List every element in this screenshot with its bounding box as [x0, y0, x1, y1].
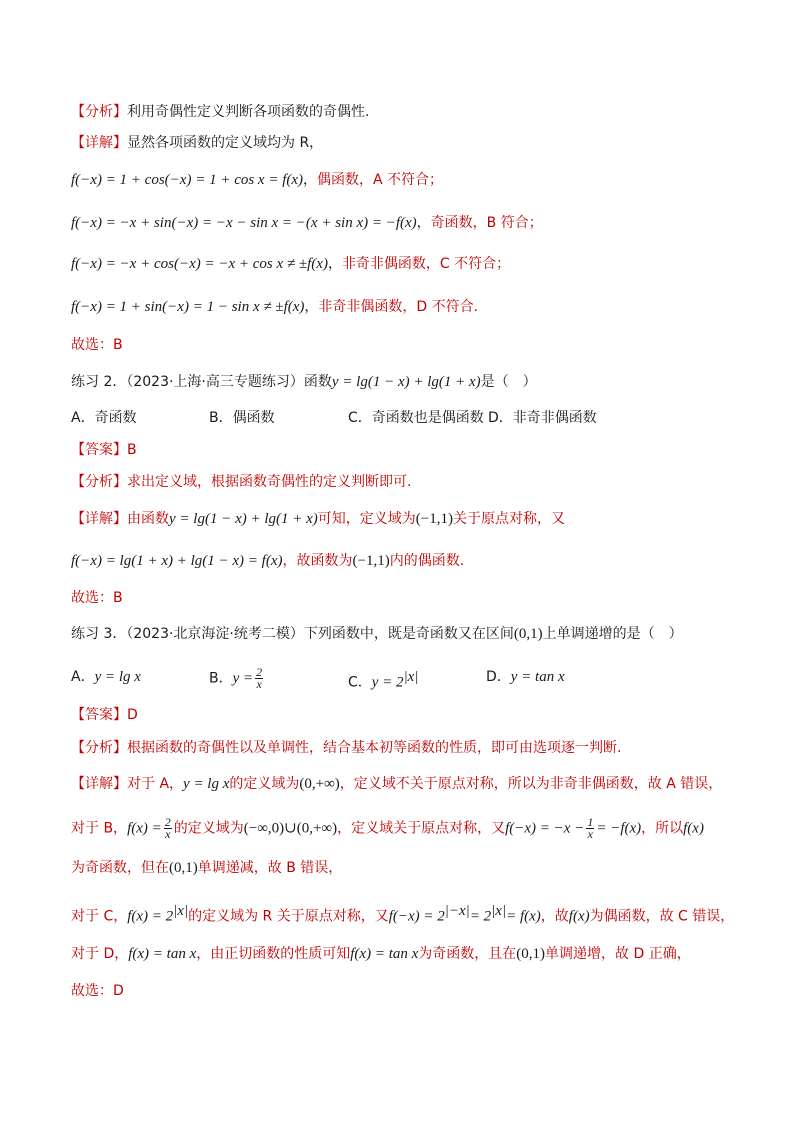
- detail-tag: 【详解】: [71, 776, 127, 792]
- verdict: 非奇非偶函数，C 不符合；: [341, 256, 511, 272]
- detail-text: 的定义域为: [173, 820, 244, 837]
- formula: f(−x) = 1 + cos(−x) = 1 + cos x = f(x): [71, 172, 304, 188]
- detail-text: 对于 A，: [127, 776, 184, 792]
- detail-interval: (−1,1): [415, 511, 453, 527]
- option-label: D．: [486, 669, 511, 685]
- option-label: B．: [209, 670, 233, 687]
- fraction-numerator: 2: [164, 815, 171, 829]
- exponent: |x|: [491, 903, 507, 919]
- separator: ，: [327, 256, 342, 272]
- option-fraction: [255, 667, 263, 690]
- question-formula: y = lg(1 − x) + lg(1 + x): [331, 374, 481, 390]
- ex3-analysis: [71, 738, 621, 758]
- detail-text: 显然各项函数的定义域均为 R，: [127, 135, 324, 151]
- detail-interval: (0,1): [516, 946, 546, 962]
- separator: ，: [416, 215, 431, 231]
- detail-text: 关于原点对称，又: [452, 511, 565, 527]
- ex2-analysis: [71, 472, 411, 492]
- analysis-tag: 【分析】: [71, 740, 127, 756]
- fraction-denominator: x: [256, 677, 262, 691]
- fraction: [164, 817, 172, 840]
- fraction-denominator: x: [587, 827, 593, 841]
- detail-domain: (0,+∞): [299, 776, 340, 792]
- detail-formula: = 2: [469, 908, 492, 925]
- ex2-detail: [71, 509, 565, 529]
- exponent: |x|: [173, 903, 189, 919]
- question-interval: (0,1): [513, 626, 543, 642]
- detail-text: 为偶函数，故 C 错误，: [589, 908, 735, 925]
- ex2-option-d: D．非奇非偶函数: [488, 410, 597, 426]
- detail-text: ，故: [540, 908, 569, 925]
- verdict: 偶函数，A 不符合；: [317, 172, 444, 188]
- detail-text: ，定义域关于原点对称，又: [337, 820, 506, 837]
- ex2-answer: [71, 440, 137, 460]
- analysis-text: 根据函数的奇偶性以及单调性，结合基本初等函数的性质，即可由选项逐一判断.: [127, 740, 622, 756]
- ex2-option-b: B．偶函数: [209, 410, 275, 426]
- ex1-analysis: [71, 102, 369, 122]
- question-prefix: 练习 2．（2023·上海·高三专题练习）函数: [71, 374, 332, 390]
- ex3-question: [71, 624, 683, 644]
- option-formula: y = lg x: [94, 669, 141, 685]
- detail-text: 单调递增，故 D 正确，: [545, 946, 691, 962]
- detail-text: 为奇函数，且在: [418, 946, 517, 962]
- detail-formula: f(x) =: [127, 820, 162, 837]
- detail-text: ，由正切函数的性质可知: [196, 946, 351, 962]
- detail-text: 对于 C，: [71, 908, 128, 925]
- detail-text: 可知，定义域为: [317, 511, 416, 527]
- answer-value: B: [127, 442, 137, 458]
- formula: f(−x) = −x + cos(−x) = −x + cos x ≠ ±f(x): [71, 256, 328, 272]
- detail-formula: = f(x): [506, 908, 541, 925]
- detail-interval: (0,1): [169, 860, 198, 876]
- ex2-choice: 故选：B: [71, 590, 123, 606]
- question-prefix: 练习 3．（2023·北京海淀·统考二模）下列函数中，既是奇函数又在区间: [71, 626, 514, 642]
- ex2-option-c: C．奇函数也是偶函数: [348, 410, 484, 426]
- option-formula-lhs: y =: [232, 670, 254, 687]
- analysis-text: 求出定义域，根据函数奇偶性的定义判断即可.: [127, 474, 412, 490]
- detail-formula: f(x) = 2: [127, 908, 174, 925]
- answer-tag: 【答案】: [71, 707, 127, 723]
- fraction-denominator: x: [165, 827, 171, 841]
- question-suffix: 是（ ）: [480, 374, 537, 390]
- option-label: A．: [71, 669, 95, 685]
- question-suffix: 上单调递增的是（ ）: [542, 626, 683, 642]
- analysis-tag: 【分析】: [71, 474, 127, 490]
- analysis-text: 利用奇偶性定义判断各项函数的奇偶性.: [127, 104, 370, 120]
- detail-text: 内的偶函数.: [389, 553, 465, 569]
- ex1-item-a: [71, 170, 443, 190]
- detail-text: ，故函数为: [282, 553, 353, 569]
- fraction-numerator: 2: [256, 665, 263, 679]
- ex3-option-a: [71, 667, 141, 687]
- detail-formula: y = lg x: [183, 776, 230, 792]
- detail-text: 单调递减，故 B 错误，: [197, 860, 343, 876]
- detail-tag: 【详解】: [71, 511, 127, 527]
- ex3-detail-c: [71, 901, 734, 927]
- detail-tag: 【详解】: [71, 135, 127, 151]
- ex3-option-d: [486, 667, 565, 687]
- detail-text: 的定义域为: [229, 776, 300, 792]
- detail-interval: (−1,1): [352, 553, 390, 569]
- detail-text: 由函数: [127, 511, 169, 527]
- detail-text: 为奇函数，但在: [71, 860, 169, 876]
- ex3-detail-b: [71, 817, 704, 840]
- ex2-option-a: A．奇函数: [71, 410, 137, 426]
- detail-text: ，所以: [641, 820, 684, 837]
- verdict: 非奇非偶函数，D 不符合.: [318, 299, 479, 315]
- option-formula: y = tan x: [510, 669, 565, 685]
- ex3-detail-d: [71, 944, 691, 964]
- analysis-tag: 【分析】: [71, 104, 127, 120]
- ex3-detail-b2: [71, 858, 342, 878]
- ex3-option-b: [209, 667, 265, 690]
- detail-text: 对于 D，: [71, 946, 129, 962]
- answer-value: D: [127, 707, 138, 723]
- ex1-item-c: [71, 254, 510, 274]
- ex1-item-b: [71, 213, 543, 233]
- detail-domain: (−∞,0)∪(0,+∞): [243, 820, 338, 837]
- ex3-choice: 故选：D: [71, 983, 124, 999]
- detail-formula: f(x) = tan x: [350, 946, 419, 962]
- detail-formula: f(−x) = 2: [388, 908, 445, 925]
- detail-formula: f(x) = tan x: [128, 946, 197, 962]
- option-exponent: |x|: [403, 669, 419, 685]
- formula: f(−x) = −x + sin(−x) = −x − sin x = −(x + sin x) = −f(x): [71, 215, 417, 231]
- formula: f(−x) = 1 + sin(−x) = 1 − sin x ≠ ±f(x): [71, 299, 305, 315]
- exponent: |−x|: [444, 903, 470, 919]
- detail-formula: f(x): [683, 820, 704, 837]
- fraction-numerator: 1: [587, 815, 594, 829]
- separator: ，: [303, 172, 318, 188]
- detail-formula: = −f(x): [596, 820, 642, 837]
- fraction: [586, 817, 594, 840]
- detail-formula: f(x): [568, 908, 590, 925]
- option-formula: y = 2: [371, 674, 404, 691]
- ex1-item-d: [71, 297, 478, 317]
- detail-formula: f(−x) = lg(1 + x) + lg(1 − x) = f(x): [71, 553, 283, 569]
- ex3-detail-a: [71, 774, 722, 794]
- ex3-answer: [71, 705, 138, 725]
- ex2-question: [71, 372, 537, 392]
- detail-text: 的定义域为 R 关于原点对称，又: [188, 908, 389, 925]
- ex2-detail-line2: [71, 551, 464, 571]
- separator: ，: [304, 299, 319, 315]
- detail-formula: y = lg(1 − x) + lg(1 + x): [169, 511, 318, 527]
- ex1-detail: [71, 133, 323, 153]
- detail-text: 对于 B，: [71, 820, 128, 837]
- option-label: C．: [348, 674, 372, 691]
- detail-text: ，定义域不关于原点对称，所以为非奇非偶函数，故 A 错误，: [339, 776, 723, 792]
- verdict: 奇函数，B 符合；: [430, 215, 543, 231]
- ex1-choice: 故选：B: [71, 337, 123, 353]
- ex3-option-c: [348, 667, 418, 693]
- detail-formula: f(−x) = −x −: [505, 820, 585, 837]
- answer-tag: 【答案】: [71, 442, 127, 458]
